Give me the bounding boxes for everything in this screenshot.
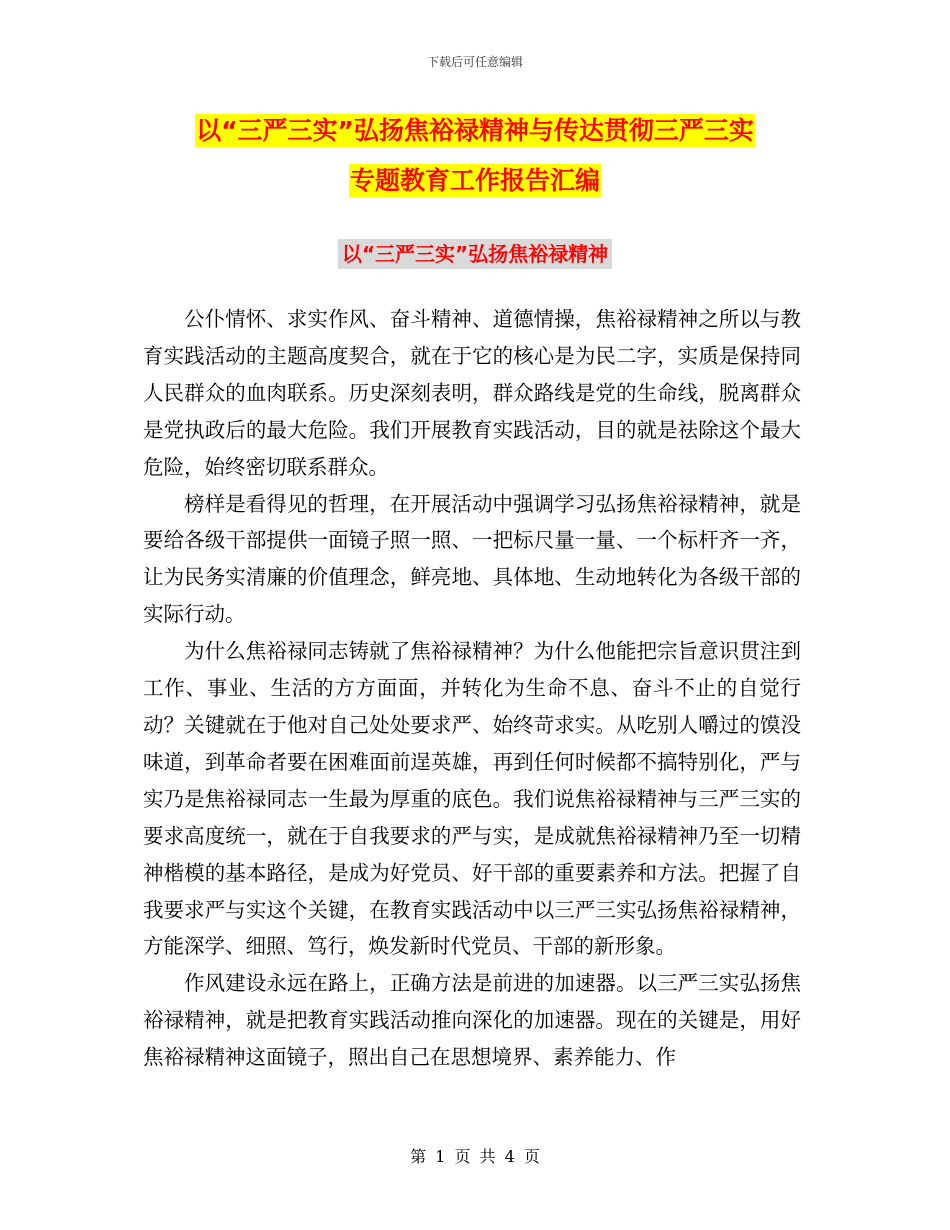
paragraph: 作风建设永远在路上，正确方法是前进的加速器。以三严三实弘扬焦裕禄精神，就是把教育实践活动推向深化的加速器。现在的关键是，用好焦裕禄精神这面镜子，照出自己在思想境界、素养能力、作 (143, 971, 801, 1070)
page-header-note: 下载后可任意编辑 (426, 55, 523, 69)
title-line-1-text: 以“三严三实”弘扬焦裕禄精神与传达贯彻三严三实 (196, 116, 754, 145)
document-title-line-1 (150, 106, 800, 156)
paragraph: 为什么焦裕禄同志铸就了焦裕禄精神？为什么他能把宗旨意识贯注到工作、事业、生活的方方面面，并转化为生命不息、奋斗不止的自觉行动？关键就在于他对自己处处要求严、始终苛求实。从吃别人嚼过的馍没味道，到革命者要在困难面前逞英雄，再到任何时候都不搞特别化，严与实乃是焦裕禄同志一生最为厚重的底色。我们说焦裕禄精神与三严三实的要求高度统一，就在于自我要求的严与实，是成就焦裕禄精神乃至一切精神楷模的基本路径，是成为好党员、好干部的重要素养和方法。把握了自我要求严与实这个关键，在教育实践活动中以三严三实弘扬焦裕禄精神，方能深学、细照、笃行，焕发新时代党员、干部的新形象。 (143, 639, 801, 959)
paragraph: 公仆情怀、求实作风、奋斗精神、道德情操，焦裕禄精神之所以与教育实践活动的主题高度契合，就在于它的核心是为民二字，实质是保持同人民群众的血肉联系。历史深刻表明，群众路线是党的生命线，脱离群众是党执政后的最大危险。我们开展教育实践活动，目的就是祛除这个最大危险，始终密切联系群众。 (143, 307, 801, 479)
document-title-line-2 (150, 156, 800, 206)
section-title (0, 240, 950, 268)
page-footer: 第 1 页 共 4 页 (410, 1147, 540, 1166)
document-title (150, 106, 800, 206)
section-title-text: 以“三严三实”弘扬焦裕禄精神 (338, 239, 612, 269)
paragraph: 榜样是看得见的哲理，在开展活动中强调学习弘扬焦裕禄精神，就是要给各级干部提供一面镜子照一照、一把标尺量一量、一个标杆齐一齐，让为民务实清廉的价值理念，鲜亮地、具体地、生动地转化为各级干部的实际行动。 (143, 491, 801, 627)
body-text (143, 301, 801, 1076)
title-line-2-text: 专题教育工作报告汇编 (349, 166, 600, 195)
